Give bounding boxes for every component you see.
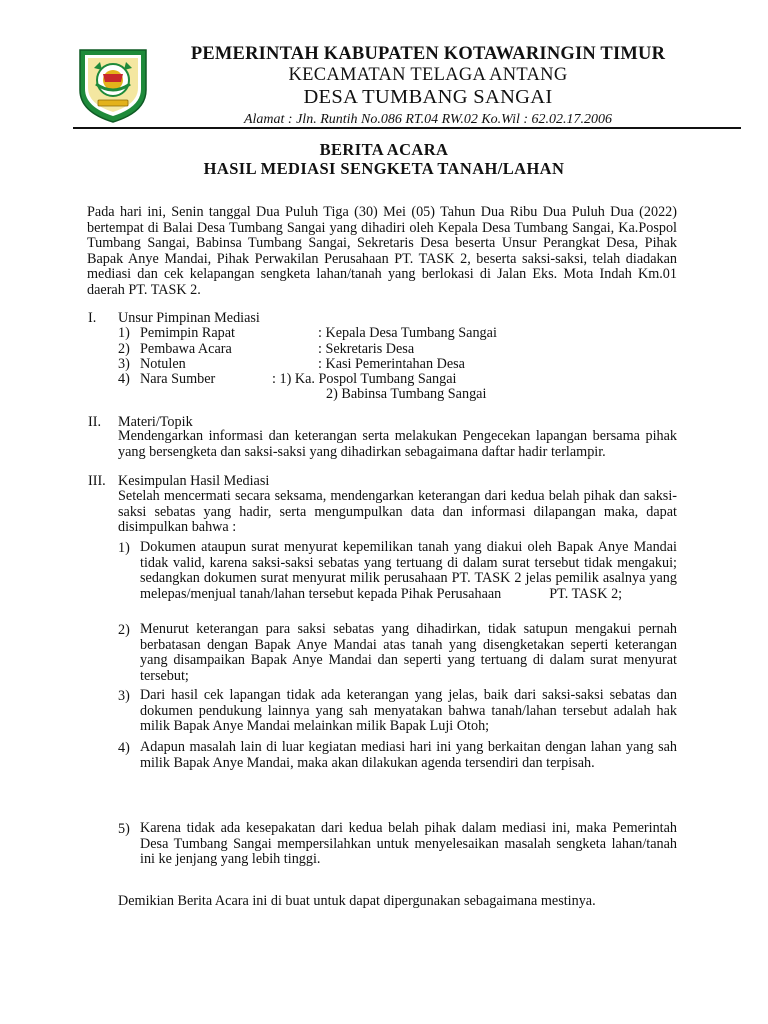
point5-num: 5) [118,821,130,837]
section3-numeral: III. [88,473,106,489]
section1-numeral: I. [88,310,97,326]
section1-item2-label: Pembawa Acara [140,341,232,357]
section1-item3-num: 3) [118,356,130,372]
point1-tail: PT. TASK 2; [549,585,623,602]
point5-text: Karena tidak ada kesepakatan dari kedua belah pihak dalam mediasi ini, maka Pemerintah Desa Tumbang Sangai mempersilahkan untuk menyelesaikan masalah sengketa lahan/tanah ini ke jenjang yang lebih tinggi. [140,820,677,868]
section1-item4-extra: 2) Babinsa Tumbang Sangai [326,386,487,402]
closing-statement: Demikian Berita Acara ini di buat untuk dapat dipergunakan sebagaimana mestinya. [118,893,596,909]
point1-body: Dokumen ataupun surat menyurat kepemilikan tanah yang diakui oleh Bapak Anye Mandai tidak valid, karena saksi-saksi sebatas yang tertuang di dalam surat tersebut tidak mengakui; sedangkan dokumen surat menyurat milik perusahaan PT. TASK 2 jelas pemilik asalnya yang melepas/menjual tanah/lahan tersebut kepada Pihak Perusahaan [140,539,677,602]
section3-heading: Kesimpulan Hasil Mediasi [118,473,270,489]
intro-paragraph: Pada hari ini, Senin tanggal Dua Puluh Tiga (30) Mei (05) Tahun Dua Ribu Dua Puluh Dua (2022) bertempat di Balai Desa Tumbang Sangai yang dihadiri oleh Kepala Desa Tumbang Sangai, Ka.Pospol Tumbang Sangai, Babinsa Tumbang Sangai, Sekretaris Desa beserta Unsur Perangkat Desa, Pihak Bapak Anye Mandai, Pihak Perwakilan Perusahaan PT. TASK 2, beserta saksi-saksi, telah diadakan mediasi dan cek kelapangan sengketa lahan/tanah yang berlokasi di Jalan Eks. Mota Indah Km.01 daerah PT. TASK 2. [87,204,677,298]
point3-text: Dari hasil cek lapangan tidak ada keterangan yang jelas, baik dari saksi-saksi sebatas dan dokumen pendukung lainnya yang sah menyatakan bahwa tanah/lahan tersebut adalah hak milik Bapak Anye Mandai melainkan milik Bapak Luji Otoh; [140,687,677,735]
section3-intro: Setelah mencermati secara seksama, mendengarkan keterangan dari kedua belah pihak dan saksi-saksi sebatas yang hadir, serta mengumpulkan data dan informasi dilapangan maka, dapat disimpulkan bahwa : [118,488,677,536]
letterhead-line1: PEMERINTAH KABUPATEN KOTAWARINGIN TIMUR [190,44,666,64]
point3-num: 3) [118,688,130,704]
point4-num: 4) [118,740,130,756]
section1-item4-label: Nara Sumber [140,371,216,387]
point4-text: Adapun masalah lain di luar kegiatan mediasi hari ini yang berkaitan dengan lahan yang sah milik Bapak Anye Mandai, maka akan dilakukan agenda tersendiri dan terpisah. [140,739,677,771]
section1-item3-label: Notulen [140,356,186,372]
letterhead-address: Alamat : Jln. Runtih No.086 RT.04 RW.02 Ko.Wil : 62.02.17.2006 [243,112,613,127]
section1-heading: Unsur Pimpinan Mediasi [118,310,260,326]
section1-item1-num: 1) [118,325,130,341]
document-title [0,140,768,178]
point2-num: 2) [118,622,130,638]
regency-emblem-icon [74,44,152,124]
section1-item4-value: : 1) Ka. Pospol Tumbang Sangai [272,371,457,387]
point1-text [140,540,677,602]
section2-numeral: II. [88,414,101,430]
letterhead [160,44,696,129]
title-line2: HASIL MEDIASI SENGKETA TANAH/LAHAN [203,159,565,178]
title-line1: BERITA ACARA [319,140,449,159]
section1-item2-value: : Sekretaris Desa [318,341,415,357]
section1-item1-label: Pemimpin Rapat [140,325,235,341]
section1-item1-value: : Kepala Desa Tumbang Sangai [318,325,497,341]
section2-text: Mendengarkan informasi dan keterangan serta melakukan Pengecekan lapangan bersama pihak yang bersengketa dan saksi-saksi yang dihadirkan sebagaimana daftar hadir terlampir. [118,428,677,460]
section1-item3-value: : Kasi Pemerintahan Desa [318,356,465,372]
section2-heading: Materi/Topik [118,414,193,430]
point1-num: 1) [118,540,130,556]
section1-item4-num: 4) [118,371,130,387]
letterhead-line3: DESA TUMBANG SANGAI [303,86,553,108]
point2-text: Menurut keterangan para saksi sebatas yang dihadirkan, tidak satupun mengakui pernah berbatasan dengan Bapak Anye Mandai atas tanah yang disengketakan seperti keterangan yang disampaikan Bapak Anye Mandai dan seperti yang tertuang di dalam surat menyurat tersebut; [140,621,677,684]
section1-item2-num: 2) [118,341,130,357]
letterhead-line2: KECAMATAN TELAGA ANTANG [288,65,568,85]
letterhead-divider [73,127,741,129]
